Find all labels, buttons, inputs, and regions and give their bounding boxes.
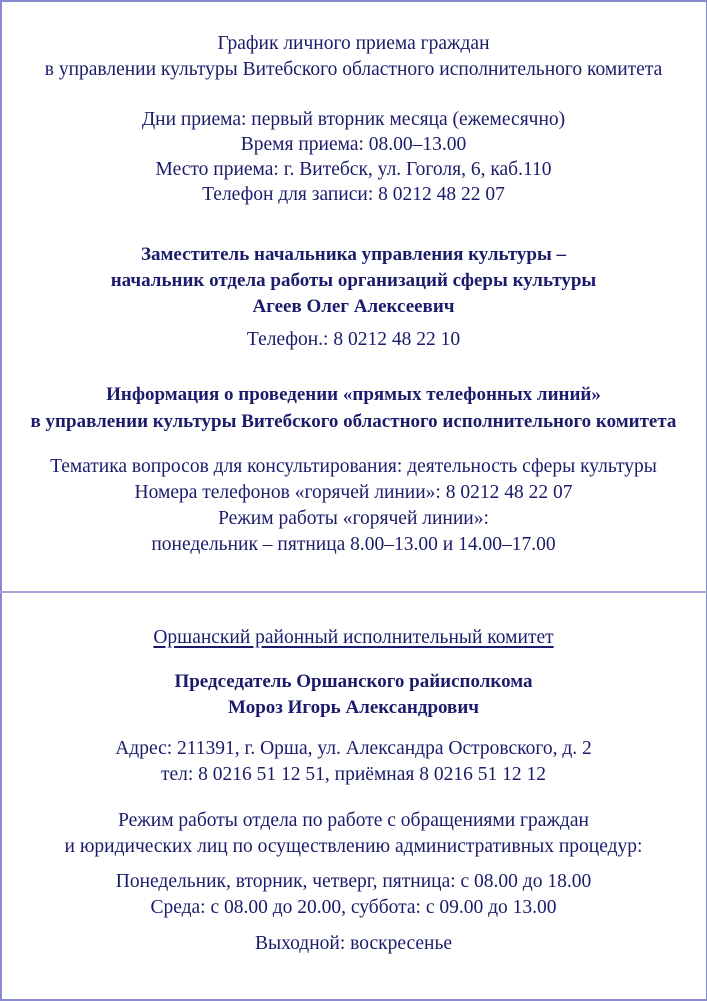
hotline-schedule-label: Режим работы «горячей линии»: <box>218 508 489 529</box>
chairman-name: Мороз Игорь Александрович <box>228 697 479 718</box>
section-divider <box>0 591 707 593</box>
official-name: Агеев Олег Алексеевич <box>252 296 455 317</box>
reception-time: Время приема: 08.00–13.00 <box>240 134 467 155</box>
hotline-title-line2: в управлении культуры Витебского областного исполнительного комитета <box>30 411 677 432</box>
official-phone: Телефон.: 8 0212 48 22 10 <box>246 329 461 350</box>
reception-phone: Телефон для записи: 8 0212 48 22 07 <box>202 184 505 205</box>
official-position-line2: начальник отдела работы организаций сферы культуры <box>110 270 597 291</box>
dept-title-line1: Режим работы отдела по работе с обращениями граждан <box>118 810 589 831</box>
hotline-phones: Номера телефонов «горячей линии»: 8 0212 48 22 07 <box>134 482 573 503</box>
reception-place: Место приема: г. Витебск, ул. Гоголя, 6, каб.110 <box>155 159 552 180</box>
org-title: Оршанский районный исполнительный комитет <box>153 627 554 648</box>
dept-title-line2: и юридических лиц по осуществлению административных процедур: <box>64 836 643 857</box>
schedule-title-line2: в управлении культуры Витебского областного исполнительного комитета <box>44 59 663 80</box>
day-off: Выходной: воскресенье <box>255 933 452 954</box>
hotline-title-line1: Информация о проведении «прямых телефонных линий» <box>106 384 601 405</box>
phones: тел: 8 0216 51 12 51, приёмная 8 0216 51 12 12 <box>160 764 546 785</box>
hotline-topic: Тематика вопросов для консультирования: деятельность сферы культуры <box>50 456 657 477</box>
hotline-schedule: понедельник – пятница 8.00–13.00 и 14.00–17.00 <box>151 534 556 555</box>
reception-days: Дни приема: первый вторник месяца (ежемесячно) <box>141 109 566 130</box>
schedule-title-line1: График личного приема граждан <box>217 33 490 54</box>
chairman-position: Председатель Оршанского райисполкома <box>174 671 533 692</box>
hours-line2: Среда: с 08.00 до 20.00, суббота: с 09.00 до 13.00 <box>150 897 557 918</box>
hours-line1: Понедельник, вторник, четверг, пятница: с 08.00 до 18.00 <box>115 871 592 892</box>
official-position-line1: Заместитель начальника управления культуры – <box>140 244 567 265</box>
address: Адрес: 211391, г. Орша, ул. Александра Островского, д. 2 <box>115 738 592 759</box>
